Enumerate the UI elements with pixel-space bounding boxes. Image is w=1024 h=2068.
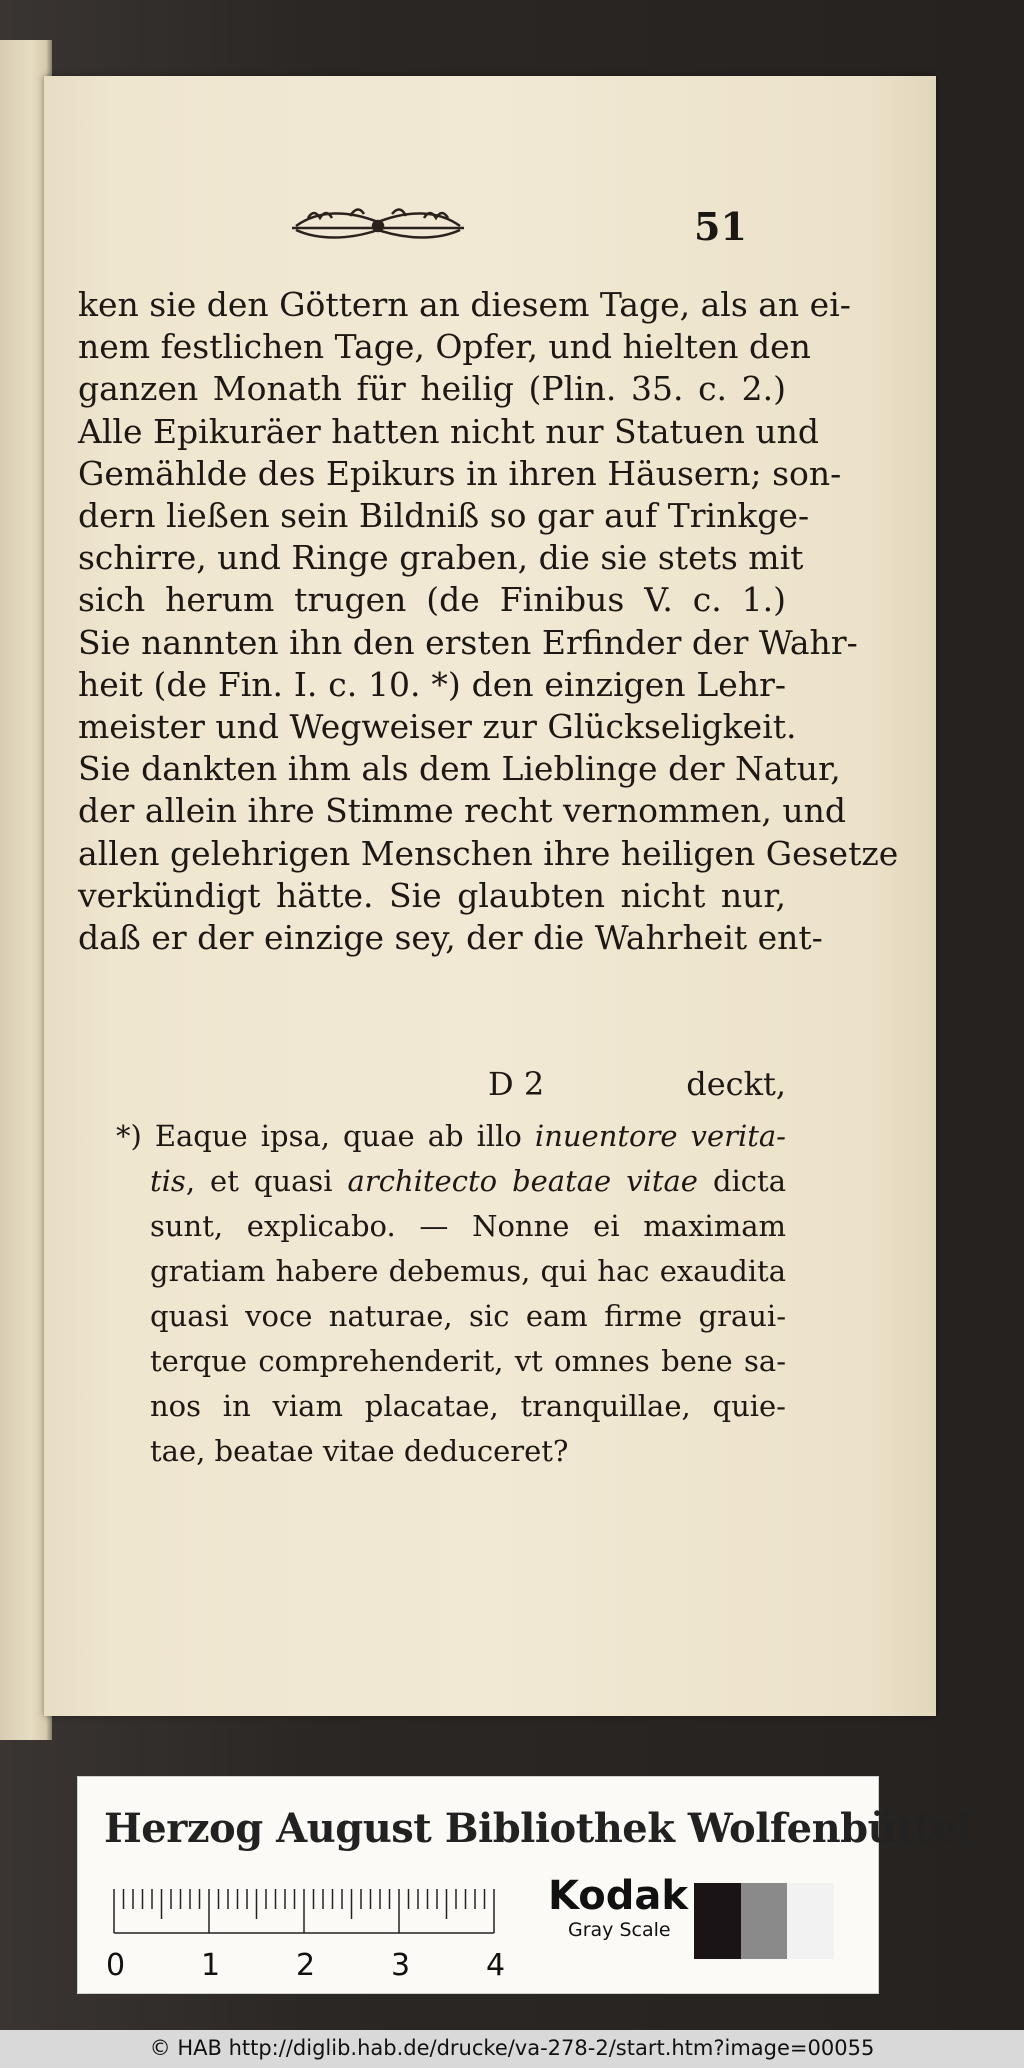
footnote-line: *) Eaque ipsa, quae ab illo inuentore verita- (116, 1119, 786, 1153)
text-line: Sie dankten ihm als dem Lieblinge der Natur, (78, 749, 841, 789)
ruler-label: 2 (296, 1948, 316, 1981)
text-line: dern ließen sein Bildniß so gar auf Trinkge- (78, 496, 810, 536)
ruler-label: 1 (201, 1948, 221, 1981)
text-line: heit (de Fin. I. c. 10. *) den einzigen Lehr- (78, 664, 786, 704)
footnote-line: sunt, explicabo. — Nonne ei maximam (150, 1209, 786, 1243)
text-line: meister und Wegweiser zur Glückseligkeit. (78, 707, 797, 747)
text-line: Sie nannten ihn den ersten Erfinder der Wahr- (78, 622, 858, 662)
gray-swatches (694, 1883, 834, 1959)
body-text (78, 284, 899, 959)
text-line: daß er der einzige sey, der die Wahrheit ent- (78, 918, 823, 958)
copyright-footer: © HAB http://diglib.hab.de/drucke/va-278-2/start.htm?image=00055 (149, 2036, 875, 2060)
text-line: ken sie den Göttern an diesem Tage, als an ei- (78, 285, 851, 324)
footnote-line: tae, beatae vitae deduceret? (150, 1434, 569, 1468)
kodak-logo: Kodak (548, 1873, 688, 1919)
library-title: Herzog August Bibliothek Wolfenbüttel (104, 1805, 972, 1852)
text-line: Alle Epikuräer hatten nicht nur Statuen und (78, 411, 819, 451)
gray-scale-label: Gray Scale (568, 1919, 671, 1941)
swatch-gray (741, 1883, 788, 1959)
footnote-line: quasi voce naturae, sic eam firme graui- (150, 1299, 786, 1333)
footnote-line: tis, et quasi architecto beatae vitae dicta (150, 1164, 786, 1198)
text-line: sich herum trugen (de Finibus V. c. 1.) (78, 580, 786, 620)
text-line: Gemählde des Epikurs in ihren Häusern; son- (78, 453, 842, 493)
signature-line (78, 1065, 786, 1105)
text-line: nem festlichen Tage, Opfer, und hielten den (78, 327, 811, 367)
text-line: der allein ihre Stimme recht vernommen, und (78, 791, 846, 831)
ruler (104, 1881, 524, 1981)
ruler-label: 4 (486, 1948, 506, 1981)
catchword: deckt, (686, 1065, 786, 1103)
text-line: ganzen Monath für heilig (Plin. 35. c. 2.) (78, 369, 786, 409)
header-ornament-icon (288, 196, 468, 250)
swatch-white (787, 1883, 834, 1959)
text-line: verkündigt hätte. Sie glaubten nicht nur, (78, 875, 786, 915)
footnote-line: terque comprehenderit, vt omnes bene sa- (150, 1344, 786, 1378)
footnote (116, 1114, 786, 1474)
text-line: allen gelehrigen Menschen ihre heiligen Gesetze (78, 833, 899, 873)
page-number: 51 (694, 204, 747, 249)
book-page (44, 76, 936, 1716)
footnote-line: nos in viam placatae, tranquillae, quie- (150, 1389, 786, 1423)
text-line: schirre, und Ringe graben, die sie stets mit (78, 538, 804, 578)
signature-mark: D 2 (488, 1065, 545, 1103)
ruler-label: 3 (391, 1948, 411, 1981)
color-target-card (77, 1776, 972, 1994)
ruler-label: 0 (106, 1948, 126, 1981)
swatch-black (694, 1883, 741, 1959)
footnote-line: gratiam habere debemus, qui hac exaudita (150, 1254, 786, 1288)
